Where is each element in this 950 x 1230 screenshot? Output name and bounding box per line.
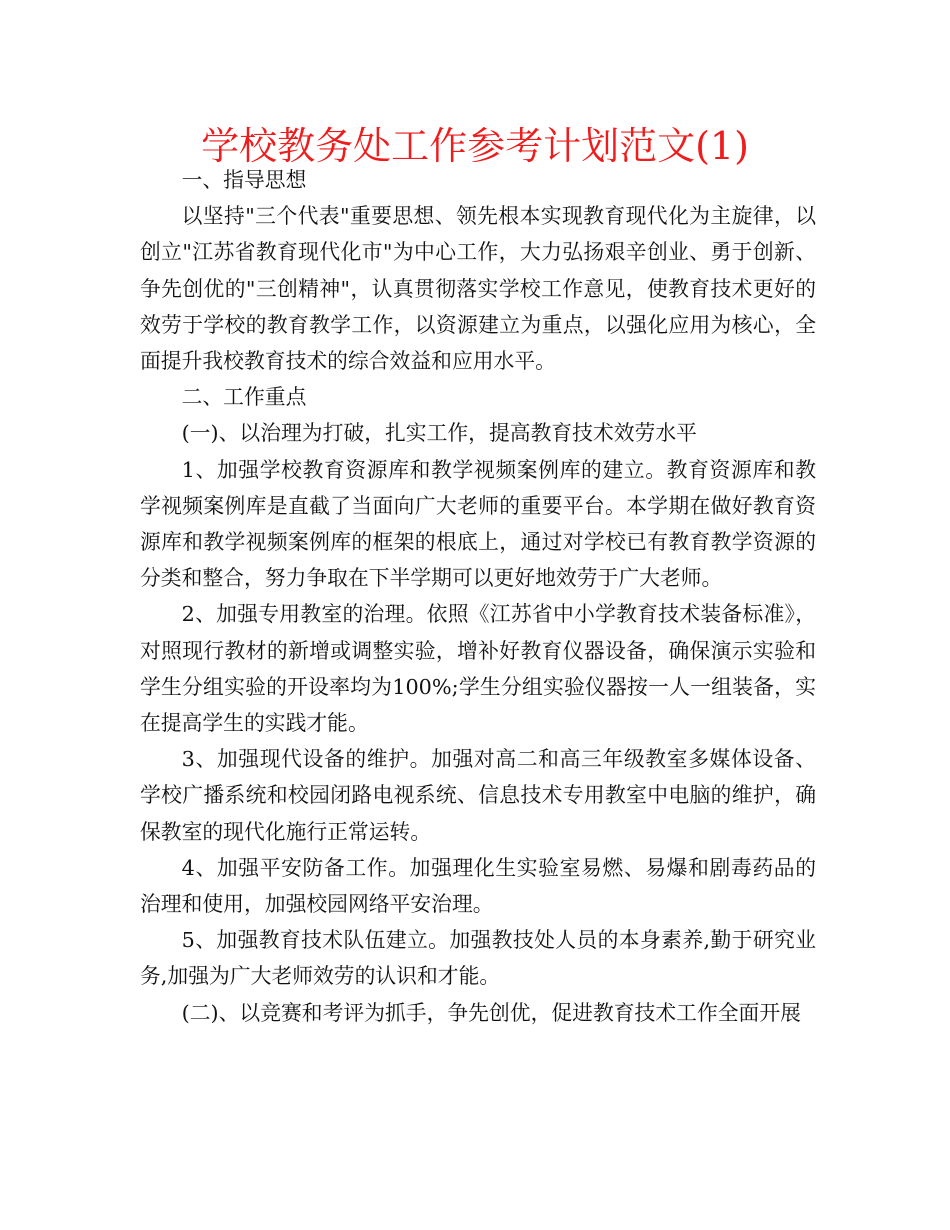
paragraph-item-3: 3、加强现代设备的维护。加强对高二和高三年级教室多媒体设备、学校广播系统和校园闭路电视系统、信息技术专用教室中电脑的维护，确保教室的现代化施行正常运转。	[140, 747, 816, 844]
document-title: 学校教务处工作参考计划范文(1)	[201, 124, 749, 168]
paragraph-item-5: 5、加强教育技术队伍建立。加强教技处人员的本身素养,勤于研究业务,加强为广大老师效劳的认识和才能。	[140, 928, 816, 989]
heading-guiding-ideology: 一、指导思想	[181, 168, 307, 192]
subheading-management: (一)、以治理为打破，扎实工作，提高教育技术效劳水平	[181, 421, 697, 446]
paragraph-item-1: 1、加强学校教育资源库和教学视频案例库的建立。教育资源库和教学视频案例库是直截了当面向广大老师的重要平台。本学期在做好教育资源库和教学视频案例库的框架的根底上，通过对学校已有教育教学资源的分类和整合，努力争取在下半学期可以更好地效劳于广大老师。	[140, 457, 816, 591]
heading-work-focus: 二、工作重点	[181, 385, 307, 410]
paragraph-item-2: 2、加强专用教室的治理。依照《江苏省中小学教育技术装备标准》，对照现行教材的新增或调整实验，增补好教育仪器设备，确保演示实验和学生分组实验的开设率均为100%;学生分组实验仪器按一人一组装备，实在提高学生的实践才能。	[140, 602, 816, 736]
paragraph-item-4: 4、加强平安防备工作。加强理化生实验室易燃、易爆和剧毒药品的治理和使用，加强校园网络平安治理。	[140, 855, 816, 917]
paragraph-guiding-ideology: 以坚持"三个代表"重要思想、领先根本实现教育现代化为主旋律，以创立"江苏省教育现代化市"为中心工作，大力弘扬艰辛创业、勇于创新、争先创优的"三创精神"，认真贯彻落实学校工作意见，使教育技术更好的效劳于学校的教育教学工作，以资源建立为重点，以强化应用为核心，全面提升我校教育技术的综合效益和应用水平。	[140, 204, 816, 374]
document-body	[140, 162, 816, 1031]
subheading-competition: (二)、以竞赛和考评为抓手，争先创优，促进教育技术工作全面开展	[181, 1000, 801, 1025]
